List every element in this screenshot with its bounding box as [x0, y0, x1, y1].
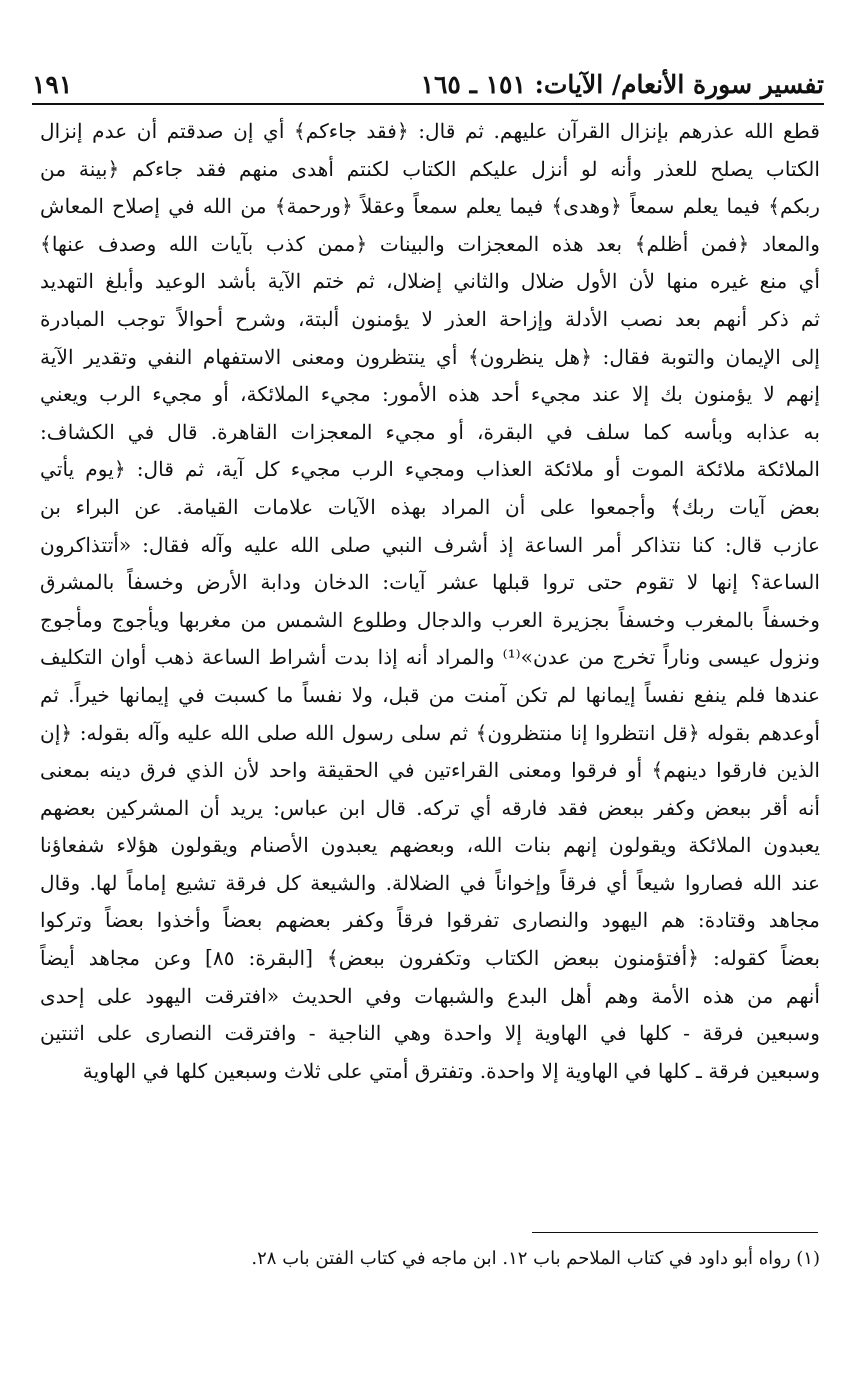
body-line: بعض آيات ربك﴾ وأجمعوا على أن المراد بهذه الآيات علامات القيامة. عن البراء بن [40, 494, 820, 519]
body-line: وسبعين فرقة ـ كلها في الهاوية إلا واحدة. وتفترق أمتي على ثلاث وسبعين كلها في الهاوية [82, 1058, 820, 1083]
body-line: بعضاً كقوله: ﴿أفتؤمنون ببعض الكتاب وتكفرون ببعض﴾ [البقرة: ٨٥] وعن مجاهد أيضاً [40, 946, 820, 971]
body-line: عندها فلم ينفع نفساً إيمانها لم تكن آمنت من قبل، ولا نفساً ما كسبت في إيمانها خيراً. ثم [40, 682, 820, 707]
footnote: (١) رواه أبو داود في كتاب الملاحم باب ١٢. ابن ماجه في كتاب الفتن باب ٢٨. [251, 1248, 820, 1269]
body-line: الملائكة ملائكة الموت أو ملائكة العذاب ومجيء الرب مجيء كل آية، ثم قال: ﴿يوم يأتي [40, 457, 820, 482]
page-header [32, 55, 824, 99]
body-line: إلى الإيمان والتوبة فقال: ﴿هل ينظرون﴾ أي ينتظرون ومعنى الاستفهام النفي وتقدير الآية [40, 344, 820, 369]
body-line: أنه أقر ببعض وكفر ببعض فقد فارقه أي تركه. قال ابن عباس: يريد أن المشركين بعضهم [40, 795, 820, 820]
page-number: ١٩١ [32, 70, 73, 99]
body-line: أي منع غيره منها لأن الأول ضلال والثاني إضلال، ثم ختم الآية بأشد الوعيد وأبلغ التهديد [40, 269, 820, 294]
header-divider [32, 103, 824, 105]
body-line: الذين فارقوا دينهم﴾ أو فرقوا ومعنى القراءتين في الحقيقة واحد لأن الذي فرق دينه بمعنى [40, 758, 820, 783]
body-text [40, 113, 820, 1090]
body-line: ونزول عيسى وناراً تخرج من عدن»⁽¹⁾ والمراد أنه إذا بدت أشراط الساعة ذهب أوان التكليف [40, 645, 820, 670]
body-line: عند الله فصاروا شيعاً أي فرقاً وإخواناً في الضلالة. والشيعة كل فرقة تشيع إماماً لها. وقال [40, 870, 820, 895]
body-line: قطع الله عذرهم بإنزال القرآن عليهم. ثم قال: ﴿فقد جاءكم﴾ أي إن صدقتم أن عدم إنزال [40, 119, 820, 143]
body-line: ثم ذكر أنهم بعد نصب الأدلة وإزاحة العذر لا يؤمنون ألبتة، وشرح أحوالاً توجب المبادرة [40, 306, 820, 331]
body-line: وسبعين فرقة - كلها في الهاوية إلا واحدة وهي الناجية - وافترقت النصارى على اثنتين [40, 1021, 820, 1046]
body-line: وخسفاً بالمغرب وخسفاً بجزيرة العرب والدجال وطلوع الشمس من مغربها ويأجوج ومأجوج [40, 607, 820, 632]
body-line: أوعدهم بقوله ﴿قل انتظروا إنا منتظرون﴾ ثم سلى رسول الله صلى الله عليه وآله بقوله: ﴿إن [40, 720, 820, 745]
body-line: عازب قال: كنا نتذاكر أمر الساعة إذ أشرف النبي صلى الله عليه وآله فقال: «أتتذاكرون [40, 532, 820, 557]
footnote-divider [532, 1232, 818, 1233]
body-line: مجاهد وقتادة: هم اليهود والنصارى تفرقوا فرقاً وكفر بعضهم بعضاً وأخذوا بعضاً وتركوا [40, 908, 820, 933]
body-line: أنهم من هذه الأمة وهم أهل البدع والشبهات وفي الحديث «افترقت اليهود على إحدى [40, 983, 820, 1008]
body-line: الساعة؟ إنها لا تقوم حتى تروا قبلها عشر آيات: الدخان ودابة الأرض وخسفاً بالمشرق [40, 570, 820, 595]
body-line: ربكم﴾ فيما يعلم سمعاً ﴿وهدى﴾ فيما يعلم سمعاً وعقلاً ﴿ورحمة﴾ من الله في إصلاح المعاش [40, 194, 820, 219]
body-line: إنهم لا يؤمنون بك إلا عند مجيء أحد هذه الأمور: مجيء الملائكة، أو مجيء الرب ويعني [40, 382, 820, 407]
body-line: الكتاب يصلح للعذر وأنه لو أنزل عليكم الكتاب لكنتم أهدى منهم فقد جاءكم ﴿بينة من [40, 156, 820, 181]
body-line: والمعاد ﴿فمن أظلم﴾ بعد هذه المعجزات والبينات ﴿ممن كذب بآيات الله وصدف عنها﴾ [40, 231, 820, 256]
running-title: تفسير سورة الأنعام/ الآيات: ١٥١ ـ ١٦٥ [420, 70, 824, 99]
body-line: يعبدون الملائكة ويقولون إنهم بنات الله، وبعضهم يعبدون الأصنام ويقولون هؤلاء شفعاؤنا [40, 833, 820, 858]
body-line: به عذابه وبأسه كما سلف في البقرة، أو مجيء المعجزات القاهرة. قال في الكشاف: [40, 419, 820, 444]
